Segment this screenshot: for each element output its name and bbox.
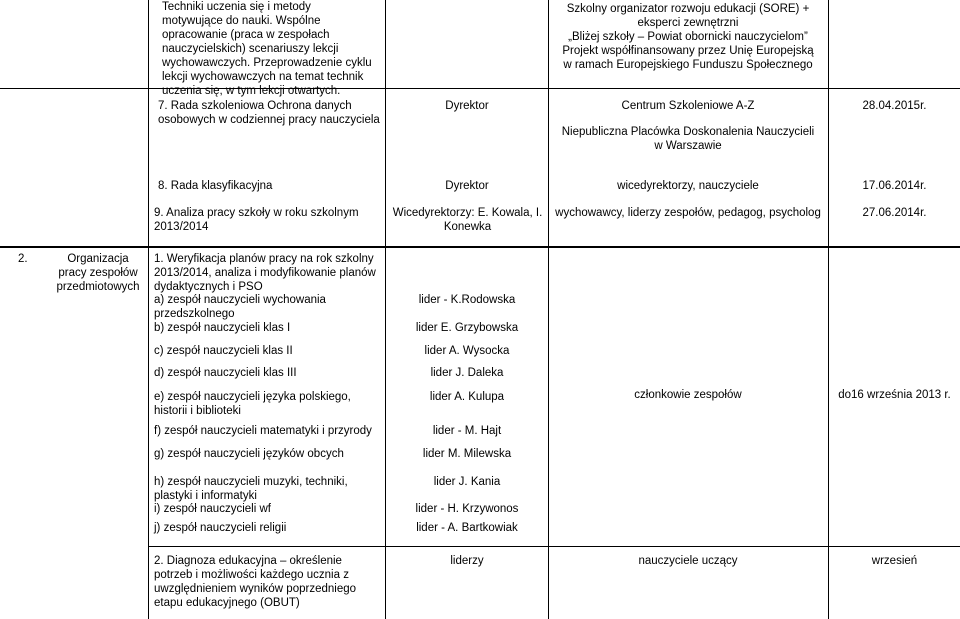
row8-partner: wicedyrektorzy, nauczyciele bbox=[617, 180, 759, 192]
section-intro: 1. Weryfikacja planów pracy na rok szkolny 2013/2014, analiza i modyfikowanie planów dydaktycznych i PSO bbox=[154, 253, 376, 293]
team-leader-b: lider E. Grzybowska bbox=[415, 322, 519, 334]
team-leader-a: lider - K.Rodowska bbox=[418, 294, 516, 306]
team-name-i: i) zespół nauczycieli wf bbox=[154, 503, 271, 515]
team-name-f: f) zespół nauczycieli matematyki i przyrody bbox=[154, 425, 372, 437]
row8-date: 17.06.2014r. bbox=[862, 180, 927, 192]
team-name-h: h) zespół nauczycieli muzyki, techniki, plastyki i informatyki bbox=[154, 476, 348, 502]
row8-task: 8. Rada klasyfikacyjna bbox=[158, 180, 273, 192]
row9-partner: wychowawcy, liderzy zespołów, pedagog, psycholog bbox=[555, 207, 821, 219]
top-partner-line-2: eksperci zewnętrzni bbox=[637, 17, 739, 29]
section-number: 2. bbox=[18, 253, 28, 265]
item2-date: wrzesień bbox=[871, 555, 918, 567]
top-partner-line-5: w ramach Europejskiego Funduszu Społecznego bbox=[563, 59, 813, 71]
team-leader-c: lider A. Wysocka bbox=[424, 345, 510, 357]
row7-date: 28.04.2015r. bbox=[862, 100, 927, 112]
row8-who: Dyrektor bbox=[445, 180, 489, 192]
teams-date: do16 września 2013 r. bbox=[838, 389, 951, 401]
team-name-d: d) zespół nauczycieli klas III bbox=[154, 367, 297, 379]
team-leader-i: lider - H. Krzywonos bbox=[415, 503, 519, 515]
row7-partner-2: Niepubliczna Placówka Doskonalenia Nauczycieli w Warszawie bbox=[561, 126, 815, 152]
row9-who: Wicedyrektorzy: E. Kowala, I. Konewka bbox=[392, 207, 543, 233]
column-divider-4 bbox=[828, 0, 829, 619]
row7-partner-1: Centrum Szkoleniowe A-Z bbox=[621, 100, 755, 112]
row9-date: 27.06.2014r. bbox=[862, 207, 927, 219]
section-title: Organizacja pracy zespołów przedmiotowych bbox=[56, 253, 140, 293]
top-partner-line-1: Szkolny organizator rozwoju edukacji (SORE) + bbox=[566, 3, 810, 15]
section-divider bbox=[0, 246, 960, 248]
top-task-text: Techniki uczenia się i metody motywujące do nauki. Wspólne opracowanie (praca w zespołach nauczycielskich) scenariuszy lekcji wychowawczych. Przeprowadzenie cyklu lekcji wychowawczych na temat technik uczenia się, w tym lekcji otwartych. bbox=[162, 1, 372, 97]
team-name-a: a) zespół nauczycieli wychowania przedszkolnego bbox=[154, 294, 326, 320]
top-partner-line-3: „Bliżej szkoły – Powiat obornicki nauczycielom” bbox=[568, 31, 808, 43]
team-leader-g: lider M. Milewska bbox=[422, 448, 512, 460]
top-partner-line-4: Projekt współfinansowany przez Unię Europejską bbox=[562, 45, 814, 57]
row-divider-top bbox=[0, 88, 960, 89]
team-name-e: e) zespół nauczycieli języka polskiego, historii i biblioteki bbox=[154, 391, 351, 417]
column-divider-3 bbox=[548, 0, 549, 619]
team-leader-f: lider - M. Hajt bbox=[432, 425, 502, 437]
team-leader-h: lider J. Kania bbox=[433, 476, 501, 488]
team-leader-e: lider A. Kulupa bbox=[429, 391, 505, 403]
divider-teams bbox=[148, 546, 960, 547]
item2-task: 2. Diagnoza edukacyjna – określenie potrzeb i możliwości każdego ucznia z uwzględnieniem wyników poprzedniego etapu edukacyjnego (OBUT) bbox=[154, 555, 357, 609]
team-leader-j: lider - A. Bartkowiak bbox=[416, 522, 518, 534]
row7-who: Dyrektor bbox=[445, 100, 489, 112]
item2-partner: nauczyciele uczący bbox=[638, 555, 738, 567]
column-divider-1 bbox=[148, 0, 149, 619]
team-leader-d: lider J. Daleka bbox=[430, 367, 504, 379]
row7-task: 7. Rada szkoleniowa Ochrona danych osobowych w codziennej pracy nauczyciela bbox=[158, 100, 380, 126]
team-name-b: b) zespół nauczycieli klas I bbox=[154, 322, 291, 334]
row9-task: 9. Analiza pracy szkoły w roku szkolnym 2013/2014 bbox=[154, 207, 359, 233]
item2-who: liderzy bbox=[450, 555, 484, 567]
teams-partner: członkowie zespołów bbox=[634, 389, 742, 401]
team-name-j: j) zespół nauczycieli religii bbox=[154, 522, 287, 534]
team-name-g: g) zespół nauczycieli języków obcych bbox=[154, 448, 344, 460]
team-name-c: c) zespół nauczycieli klas II bbox=[154, 345, 293, 357]
